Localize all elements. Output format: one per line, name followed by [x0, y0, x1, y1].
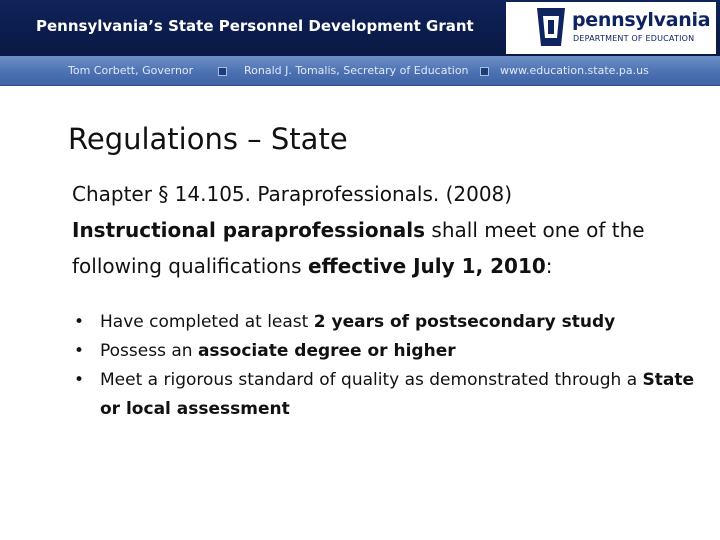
- keystone-icon: [536, 6, 566, 48]
- pa-education-logo: [506, 2, 716, 54]
- qualification-sentence: [72, 212, 702, 284]
- sentence-end: :: [545, 254, 553, 278]
- item-bold: associate degree or higher: [197, 341, 456, 361]
- intro-paragraph: [72, 176, 702, 284]
- bullet-icon: •: [74, 312, 85, 332]
- list-item: [72, 337, 702, 366]
- website-link[interactable]: www.education.state.pa.us: [500, 64, 649, 77]
- list-item: [72, 308, 702, 337]
- item-text: Have completed at least: [100, 312, 314, 332]
- header-banner: [0, 0, 720, 56]
- effective-date: effective July 1, 2010: [307, 254, 546, 278]
- secretary-label: Ronald J. Tomalis, Secretary of Education: [244, 64, 469, 77]
- chapter-line: Chapter § 14.105. Paraprofessionals. (2008): [72, 182, 513, 206]
- logo-wordmark: pennsylvania: [572, 9, 711, 31]
- bullet-icon: •: [74, 341, 85, 361]
- bullet-icon: •: [74, 370, 85, 390]
- governor-label: Tom Corbett, Governor: [68, 64, 194, 77]
- logo-subtitle: DEPARTMENT OF EDUCATION: [573, 34, 695, 43]
- list-item: [72, 366, 702, 424]
- item-bold: State or local assessment: [100, 370, 695, 419]
- sentence-text: shall meet one of the following qualifications: [72, 218, 645, 278]
- separator-square-icon: [480, 67, 489, 76]
- qualification-list: [72, 308, 702, 424]
- item-text: Meet a rigorous standard of quality as demonstrated through a: [100, 370, 643, 390]
- bold-term: Instructional paraprofessionals: [72, 218, 426, 242]
- item-text: Possess an: [100, 341, 198, 361]
- header-info-bar: [0, 56, 720, 86]
- grant-title: Pennsylvania’s State Personnel Development Grant: [36, 17, 474, 35]
- item-bold: 2 years of postsecondary study: [313, 312, 616, 332]
- slide-title: Regulations – State: [68, 122, 348, 156]
- separator-square-icon: [218, 67, 227, 76]
